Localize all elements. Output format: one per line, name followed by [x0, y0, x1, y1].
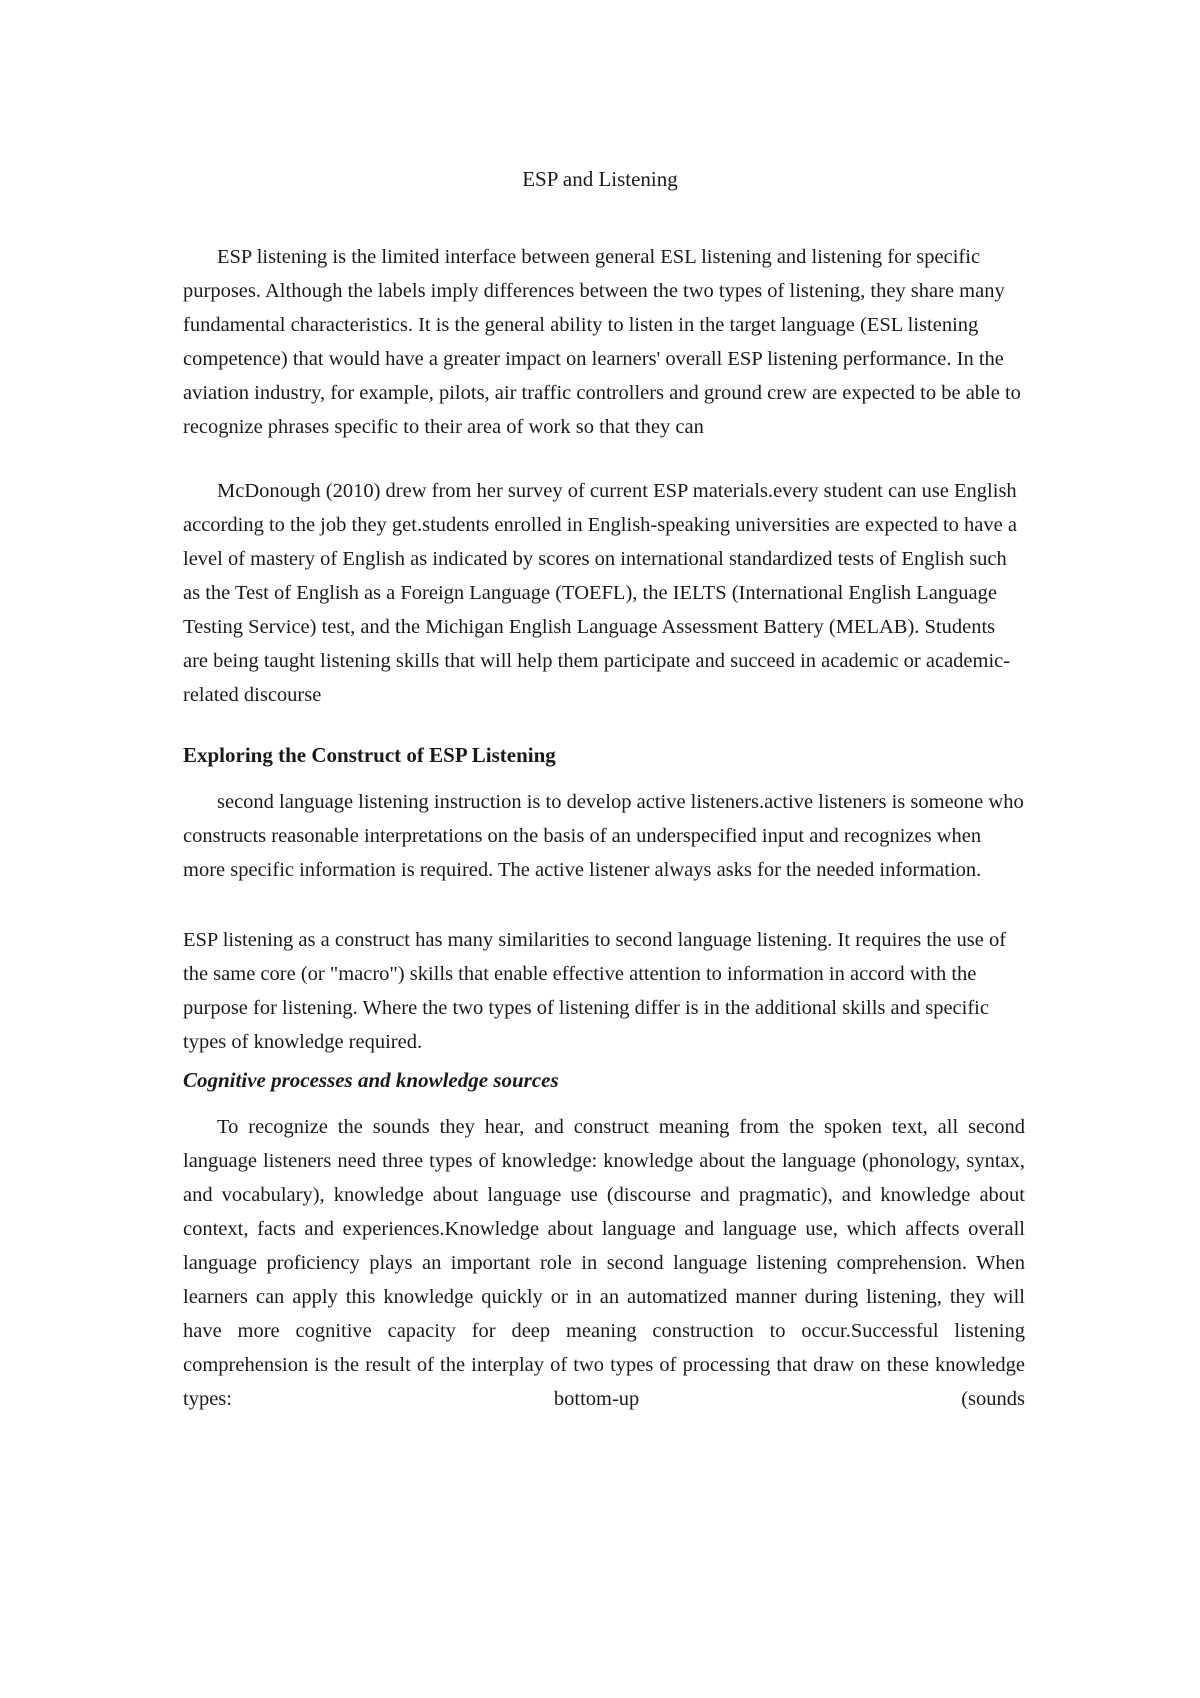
paragraph-esp-construct: [183, 923, 1025, 1059]
section-heading-cognitive-processes: Cognitive processes and knowledge sources: [183, 1068, 559, 1092]
paragraph-knowledge-types: [183, 1110, 1025, 1416]
paragraph-text: To recognize the sounds they hear, and construct meaning from the spoken text, all second language listeners need three types of knowledge: knowledge about the language (phonology, syntax, and vocabulary), knowledge about language use (discourse and pragmatic), and knowledge about context, facts and experiences.Knowledge about language and language use, which affects overall language proficiency plays an important role in second language listening comprehension. When learners can apply this knowledge quickly or in an automatized manner during listening, they will have more cognitive capacity for deep meaning construction to occur.Successful listening comprehension is the result of the interplay of two types of processing that draw on these knowledge types: bottom-up (sounds: [183, 1116, 1025, 1410]
paragraph-text: ESP listening is the limited interface between general ESL listening and listening for specific purposes. Although the labels imply differences between the two types of listening, they share many fundamental characteristics. It is the general ability to listen in the target language (ESL listening competence) that would have a greater impact on learners' overall ESP listening performance. In the aviation industry, for example, pilots, air traffic controllers and ground crew are expected to be able to recognize phrases specific to their area of work so that they can: [183, 246, 1021, 438]
paragraph-mcdonough: [183, 474, 1025, 712]
section-heading-exploring-construct: Exploring the Construct of ESP Listening: [183, 743, 556, 767]
paragraph-esp-listening-intro: [183, 240, 1025, 444]
paragraph-active-listeners: [183, 785, 1025, 887]
document-title: ESP and Listening: [522, 167, 678, 191]
paragraph-text: McDonough (2010) drew from her survey of current ESP materials.every student can use English according to the job they get.students enrolled in English-speaking universities are expected to have a level of mastery of English as indicated by scores on international standardized tests of English such as the Test of English as a Foreign Language (TOEFL), the IELTS (International English Language Testing Service) test, and the Michigan English Language Assessment Battery (MELAB). Students are being taught listening skills that will help them participate and succeed in academic or academic-related discourse: [183, 480, 1017, 706]
paragraph-text: ESP listening as a construct has many similarities to second language listening. It requires the use of the same core (or "macro") skills that enable effective attention to information in accord with the purpose for listening. Where the two types of listening differ is in the additional skills and specific types of knowledge required.: [183, 929, 1007, 1053]
paragraph-text: second language listening instruction is to develop active listeners.active listeners is someone who constructs reasonable interpretations on the basis of an underspecified input and recognizes when more specific information is required. The active listener always asks for the needed information.: [183, 791, 1024, 881]
